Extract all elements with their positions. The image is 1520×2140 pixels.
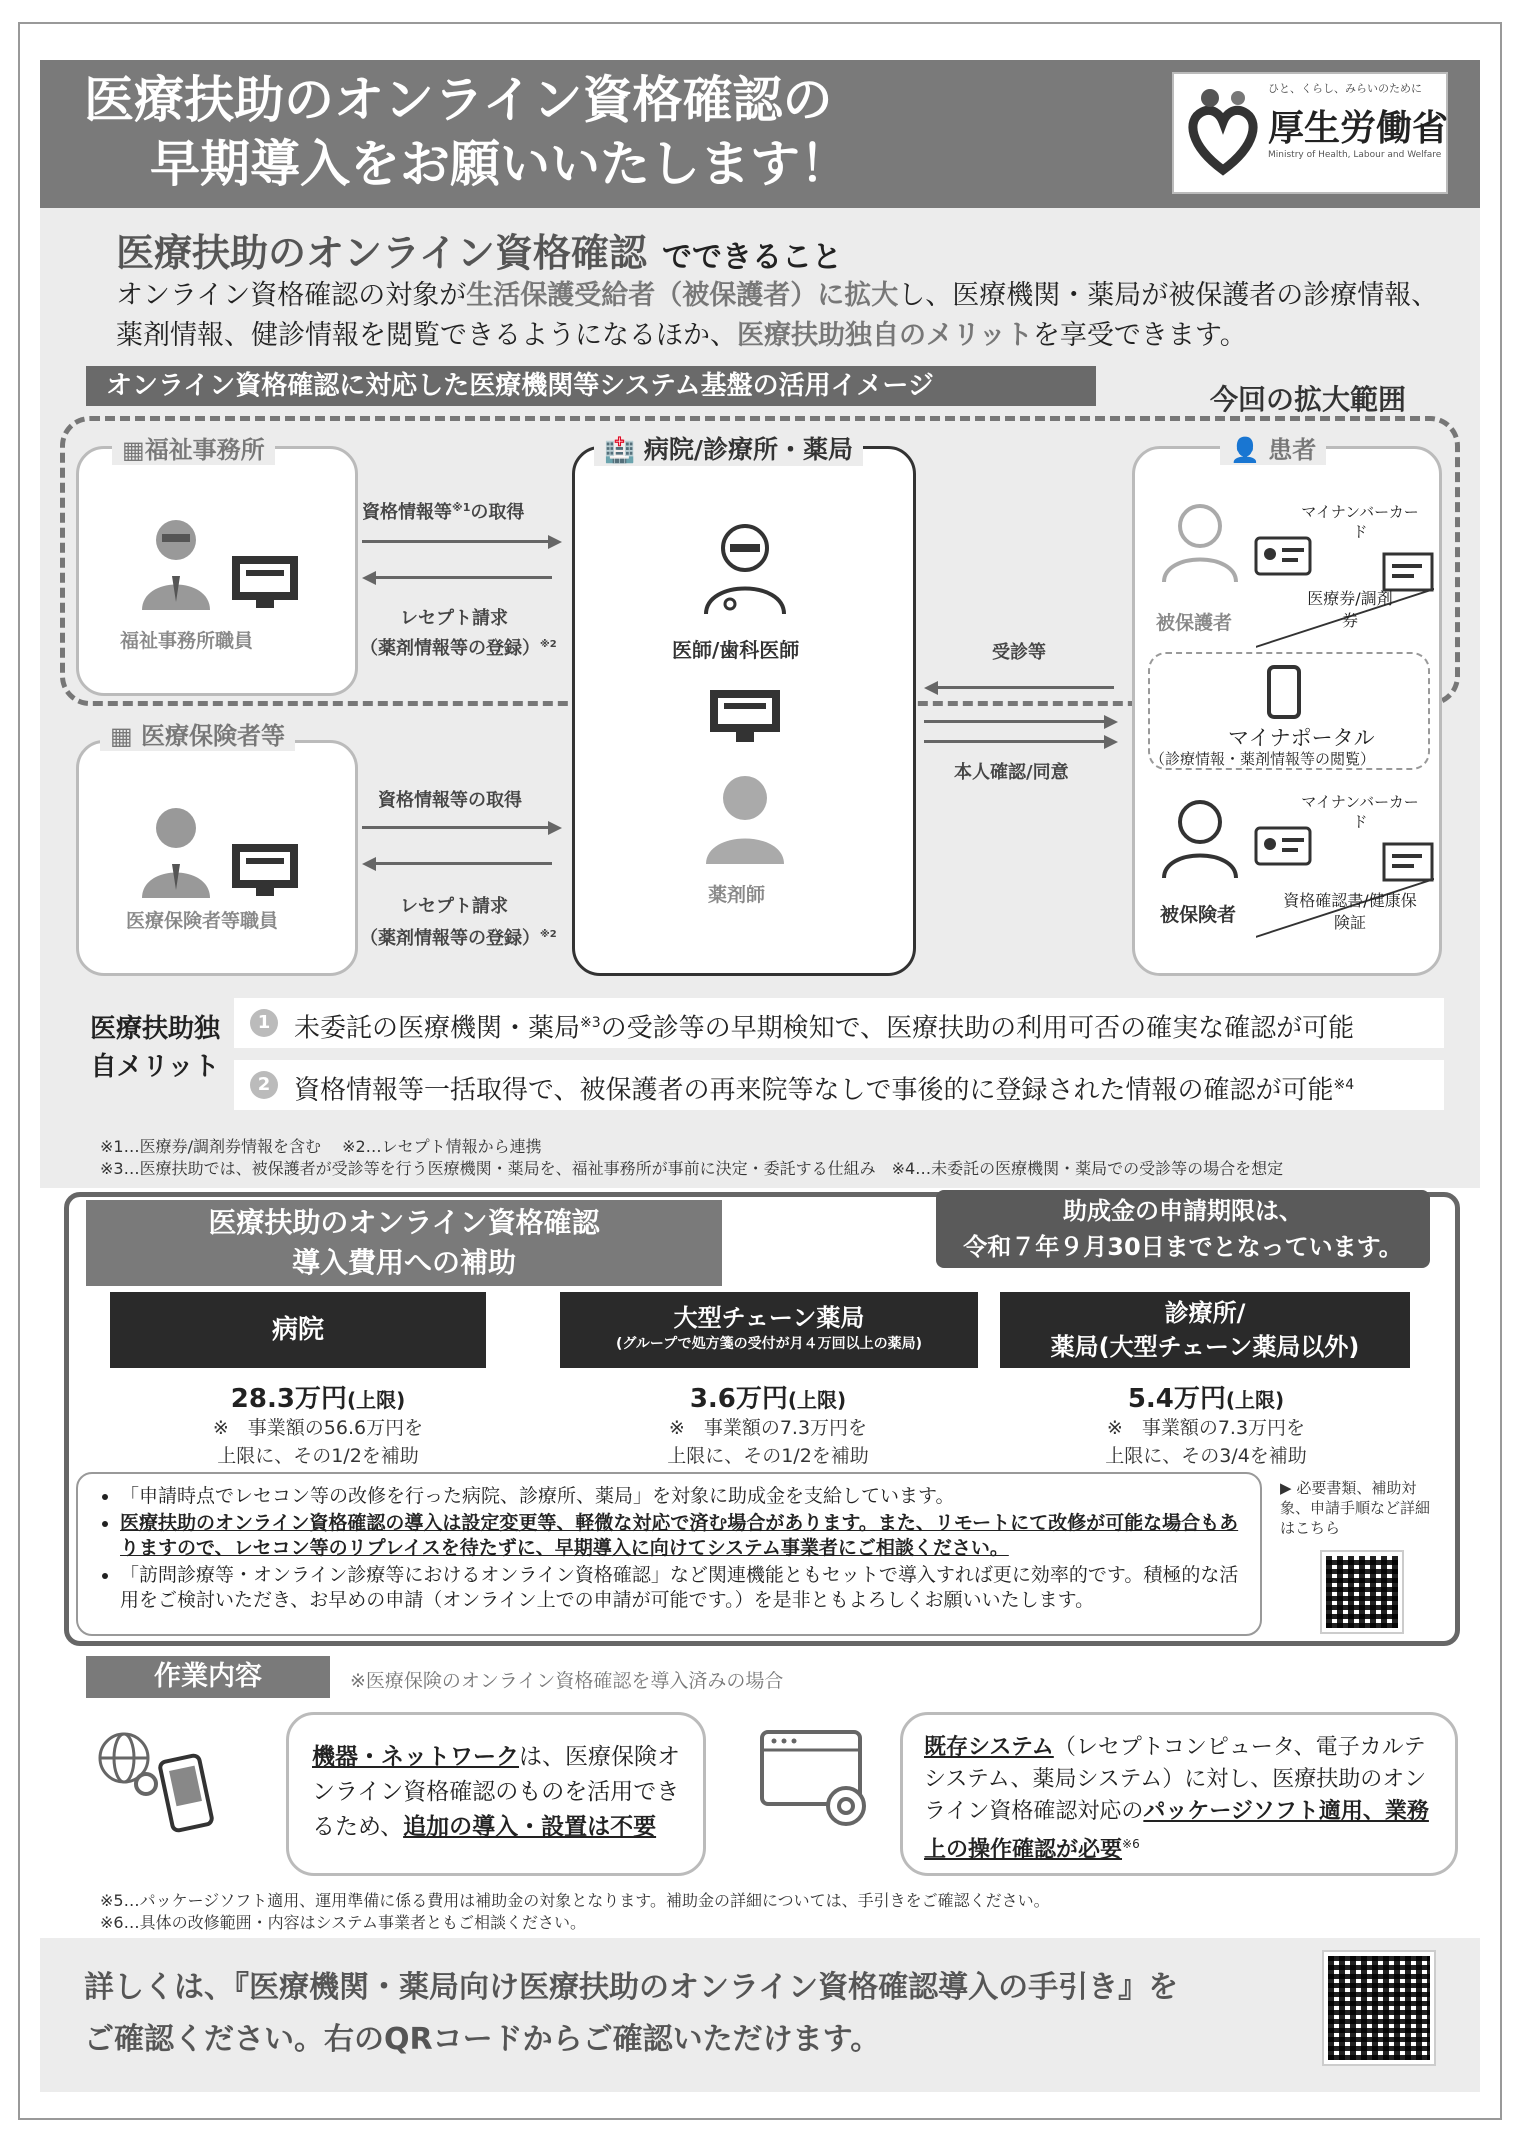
arrow-qual-suffix: の取得: [470, 502, 525, 523]
work-note: ※医療保険のオンライン資格確認を導入済みの場合: [350, 1670, 784, 1692]
insured-person-label: 被保険者: [1160, 904, 1237, 926]
col-chain-h2: (グループで処方箋の受付が月４万回以上の薬局): [615, 1336, 923, 1352]
id-card-icon: [1254, 536, 1312, 576]
page-title: [84, 68, 850, 196]
arrow-right-2: [362, 826, 552, 829]
arrow-qual-label: [362, 498, 524, 524]
arrow-receipt-label-2: レセプト請求: [400, 896, 508, 917]
arrow-left-2: [372, 862, 552, 865]
footnote-3-4: ※3…医療扶助では、被保護者が受診等を行う医療機関・薬局を、福祉事務所が事前に決定・委託する仕組み ※4…未委託の医療機関・薬局での受診等の場合を想定: [100, 1159, 1284, 1178]
amount-clinic-s1: ※ 事業額の7.3万円を: [1106, 1417, 1306, 1439]
arrow-head-right-icon: [548, 821, 562, 835]
person-icon: 👤: [1230, 436, 1260, 464]
amount-chain-s1: ※ 事業額の7.3万円を: [668, 1417, 868, 1439]
bottom-line-2: ご確認ください。右のQRコードからご確認いただけます。: [84, 2022, 881, 2057]
ticket-icon: [1382, 552, 1434, 592]
mynumber-card-label: マイナンバーカード: [1301, 503, 1419, 541]
left-em-1: 機器・ネットワーク: [312, 1744, 519, 1770]
col-chain-h1: 大型チェーン薬局: [673, 1304, 865, 1332]
bullet-1: • 「申請時点でレセコン等の改修を行った病院、診療所、薬局」を対象に助成金を支給しています。: [120, 1484, 1244, 1509]
logo-tagline: ひと、くらし、みらいのために: [1268, 82, 1422, 95]
intro-p2-em: 医療扶助独自のメリット: [737, 320, 1033, 351]
amount-chain-sub: [558, 1414, 978, 1470]
merit-num-2: 2: [250, 1071, 278, 1099]
amount-clinic-limit: (上限): [1225, 1388, 1285, 1412]
footnote-6: ※6…具体の改修範囲・内容はシステム事業者ともご相談ください。: [100, 1913, 586, 1932]
arrow-receipt-sub-text: （薬剤情報等の登録）: [360, 638, 540, 659]
id-card-icon: [1254, 826, 1312, 866]
intro-text: [116, 276, 1456, 356]
expansion-label: 今回の拡大範囲: [1210, 383, 1407, 416]
amount-clinic-val: 5.4万円: [1127, 1384, 1226, 1414]
deadline-badge: [936, 1190, 1430, 1268]
doctor-icon: [700, 520, 790, 616]
hospital-label: 病院/診療所・薬局: [643, 435, 853, 464]
amount-chain-val: 3.6万円: [689, 1384, 788, 1414]
merit-item-1: [234, 998, 1444, 1048]
qr-note-text: 必要書類、補助対象、申請手順など詳細はこちら: [1280, 1479, 1431, 1537]
title-line-2: 早期導入をお願いいたします！: [150, 135, 850, 193]
building-icon: ▦: [110, 722, 133, 750]
footnote-1-2: ※1…医療券/調剤券情報を含む ※2…レセプト情報から連携: [100, 1137, 542, 1156]
merit-label: [80, 1010, 230, 1086]
amount-hospital: [108, 1378, 528, 1415]
merit-2-note: ※4: [1333, 1077, 1355, 1093]
medical-ticket-label: 医療券/調剤券: [1307, 589, 1393, 630]
arrow-head-right-icon: [548, 535, 562, 549]
qual-cert-label: 資格確認書/健康保険証: [1283, 891, 1417, 932]
logo-name: 厚生労働省: [1268, 108, 1449, 149]
monitor-icon: [708, 688, 782, 744]
staff-with-monitor-icon: [136, 800, 306, 900]
merit-num-1: 1: [250, 1009, 278, 1037]
welfare-office-heading: [112, 430, 275, 465]
amount-clinic-s2: 上限に、その3/4を補助: [1105, 1445, 1307, 1467]
right-t1: （レセプトコンピュータ、電子カルテシステム、薬局システム）に対し、医療扶助のオンライン資格確認対応の: [924, 1735, 1427, 1824]
deadline-1: 助成金の申請期限は、: [1063, 1197, 1303, 1225]
amount-chain-s2: 上限に、その1/2を補助: [667, 1445, 869, 1467]
intro-heading: 医療扶助のオンライン資格確認: [116, 231, 647, 275]
merit-1-text2: の受診等の早期検知で、医療扶助の利用可否の確実な確認が可能: [600, 1013, 1355, 1044]
arrow-qual-note: ※1: [452, 501, 471, 514]
arrow-head-right-icon: [1104, 735, 1118, 749]
subsidy-title-2: 導入費用への補助: [291, 1246, 516, 1279]
heart-person-icon: [1182, 86, 1264, 178]
merit-2-text: 資格情報等一括取得で、被保護者の再来院等なしで事後的に登録された情報の確認が可能: [294, 1075, 1334, 1106]
insurer-heading: [100, 716, 295, 751]
amount-chain-limit: (上限): [787, 1388, 847, 1412]
amount-clinic: [996, 1378, 1416, 1415]
intro-p2: し、医療機関・薬局が被保護者の診療情報、薬剤情報、健診情報を閲覧できるようになるほか、: [116, 280, 1439, 351]
arrow-qual2-label: 資格情報等の取得: [378, 790, 522, 811]
mynumber-card-label-2: マイナンバーカード: [1301, 793, 1419, 831]
hospital-heading: [594, 430, 863, 466]
insurer-label: 医療保険者等: [141, 722, 286, 750]
right-em-1: 既存システム: [924, 1735, 1054, 1760]
bottom-line-1: 詳しくは、『医療機関・薬局向け医療扶助のオンライン資格確認導入の手引き』を: [84, 1970, 1179, 2005]
qr-code-guide[interactable]: [1324, 1952, 1434, 2064]
welfare-staff-label: 福祉事務所職員: [120, 630, 254, 652]
bubble-right-text: [924, 1732, 1440, 1866]
network-device-icon: [96, 1728, 226, 1844]
arrow-receipt-sub-2: [360, 924, 557, 950]
amount-chain: [558, 1378, 978, 1415]
intro-p3: を享受できます。: [1032, 320, 1247, 351]
subsidy-title-1: 医療扶助のオンライン資格確認: [208, 1206, 600, 1239]
protected-person-icon: [1160, 500, 1240, 584]
arrow-confirm-line-2: [924, 740, 1104, 743]
col-clinic-h1: 診療所/: [1164, 1299, 1246, 1327]
work-heading: 作業内容: [86, 1656, 330, 1698]
amount-hospital-s2: 上限に、その1/2を補助: [217, 1445, 419, 1467]
arrow-receipt-sub: [360, 634, 557, 660]
arrow-receipt-note: ※2: [540, 639, 557, 650]
staff-with-monitor-icon: [136, 512, 306, 612]
intro-p1-em: 生活保護受給者（被保護者）に拡大: [466, 280, 899, 311]
col-chain-header: [560, 1292, 978, 1368]
bullet-3: • 「訪問診療等・オンライン診療等におけるオンライン資格確認」など関連機能ともセットで導入すれば更に効率的です。積極的な活用をご検討いただき、お早めの申請（オンライン上での申請が可能です。）を是非ともよろしくお願いいたします。: [120, 1563, 1244, 1613]
arrow-confirm-label: 本人確認/同意: [954, 762, 1069, 783]
intro-p1: オンライン資格確認の対象が: [116, 280, 467, 311]
arrow-qual-text: 資格情報等: [362, 502, 452, 523]
arrow-receipt-label: レセプト請求: [400, 608, 508, 629]
doctor-label: 医師/歯科医師: [672, 638, 800, 662]
deadline-2: 令和７年９月30日までとなっています。: [963, 1233, 1403, 1261]
hospital-icon: 🏥: [604, 435, 636, 464]
logo-english: Ministry of Health, Labour and Welfare: [1268, 150, 1442, 160]
amount-hospital-s1: ※ 事業額の56.6万円を: [212, 1417, 424, 1439]
bubble-left-text: [312, 1740, 692, 1845]
bottom-text: [84, 1962, 1178, 2066]
merit-1-note: ※3: [580, 1015, 601, 1031]
left-t1: は、医療保険オンライン資格確認のものを活用できるため、: [312, 1744, 680, 1840]
merit-label-text: 医療扶助独自メリット: [89, 1014, 220, 1082]
diagram-title: オンライン資格確認に対応した医療機関等システム基盤の活用イメージ: [86, 366, 1096, 406]
col-clinic-h2: 薬局(大型チェーン薬局以外): [1050, 1333, 1360, 1361]
right-note: ※6: [1122, 1837, 1140, 1851]
amount-hospital-val: 28.3万円: [230, 1384, 347, 1414]
subsidy-bullets: [76, 1472, 1262, 1636]
col-hospital-h1: 病院: [271, 1315, 324, 1345]
arrow-head-right-icon: [1104, 715, 1118, 729]
arrow-confirm-line: [924, 720, 1104, 723]
arrow-visit-line: [934, 686, 1114, 689]
amount-clinic-sub: [996, 1414, 1416, 1470]
pharmacist-label: 薬剤師: [708, 884, 766, 906]
amount-hospital-sub: [108, 1414, 528, 1470]
ticket-icon: [1382, 842, 1434, 882]
intro-heading-suffix: でできること: [662, 240, 842, 275]
subsidy-title: [86, 1200, 722, 1286]
qr-note: ▶ 必要書類、補助対象、申請手順など詳細はこちら: [1280, 1479, 1431, 1537]
arrow-receipt-sub-text-2: （薬剤情報等の登録）: [360, 928, 540, 949]
arrow-visit-label: 受診等: [992, 642, 1046, 663]
qr-code-subsidy[interactable]: [1322, 1552, 1402, 1632]
building-icon: ▦: [122, 436, 145, 464]
arrow-right: [362, 540, 552, 543]
merit-1-text: 未委託の医療機関・薬局: [294, 1013, 581, 1044]
mynaportal-label: マイナポータル: [1228, 726, 1375, 750]
merit-item-2: [234, 1060, 1444, 1110]
bullet-2: • 医療扶助のオンライン資格確認の導入は設定変更等、軽微な対応で済む場合があります。また、リモートにて改修が可能な場合もありますので、レセコン等のリプレイスを待たずに、早期導入に向けてシステム事業者にご相談ください。: [120, 1511, 1244, 1561]
protected-person-label: 被保護者: [1156, 612, 1233, 634]
left-em-2: 追加の導入・設置は不要: [403, 1814, 657, 1840]
insured-person-icon: [1160, 796, 1240, 880]
pharmacist-icon: [700, 770, 790, 866]
amount-hospital-limit: (上限): [346, 1388, 406, 1412]
arrow-left: [372, 576, 552, 579]
insurer-staff-label: 医療保険者等職員: [126, 910, 279, 932]
smartphone-icon: [1266, 664, 1302, 720]
title-line-1: 医療扶助のオンライン資格確認の: [84, 71, 833, 129]
system-settings-icon: [758, 1728, 888, 1838]
welfare-office-label: 福祉事務所: [144, 436, 265, 464]
arrow-receipt-note-2: ※2: [540, 929, 557, 940]
footnote-5: ※5…パッケージソフト適用、運用準備に係る費用は補助金の対象となります。補助金の詳細については、手引きをご確認ください。: [100, 1891, 1050, 1910]
col-hospital-header: [110, 1292, 486, 1368]
right-em-2: パッケージソフト適用、業務上の操作確認が必要: [924, 1799, 1429, 1863]
col-clinic-header: [1000, 1292, 1410, 1368]
patient-heading: [1220, 430, 1326, 465]
mynaportal-sub-label: （診療情報・薬剤情報等の閲覧）: [1150, 750, 1376, 768]
patient-label: 患者: [1268, 436, 1317, 464]
